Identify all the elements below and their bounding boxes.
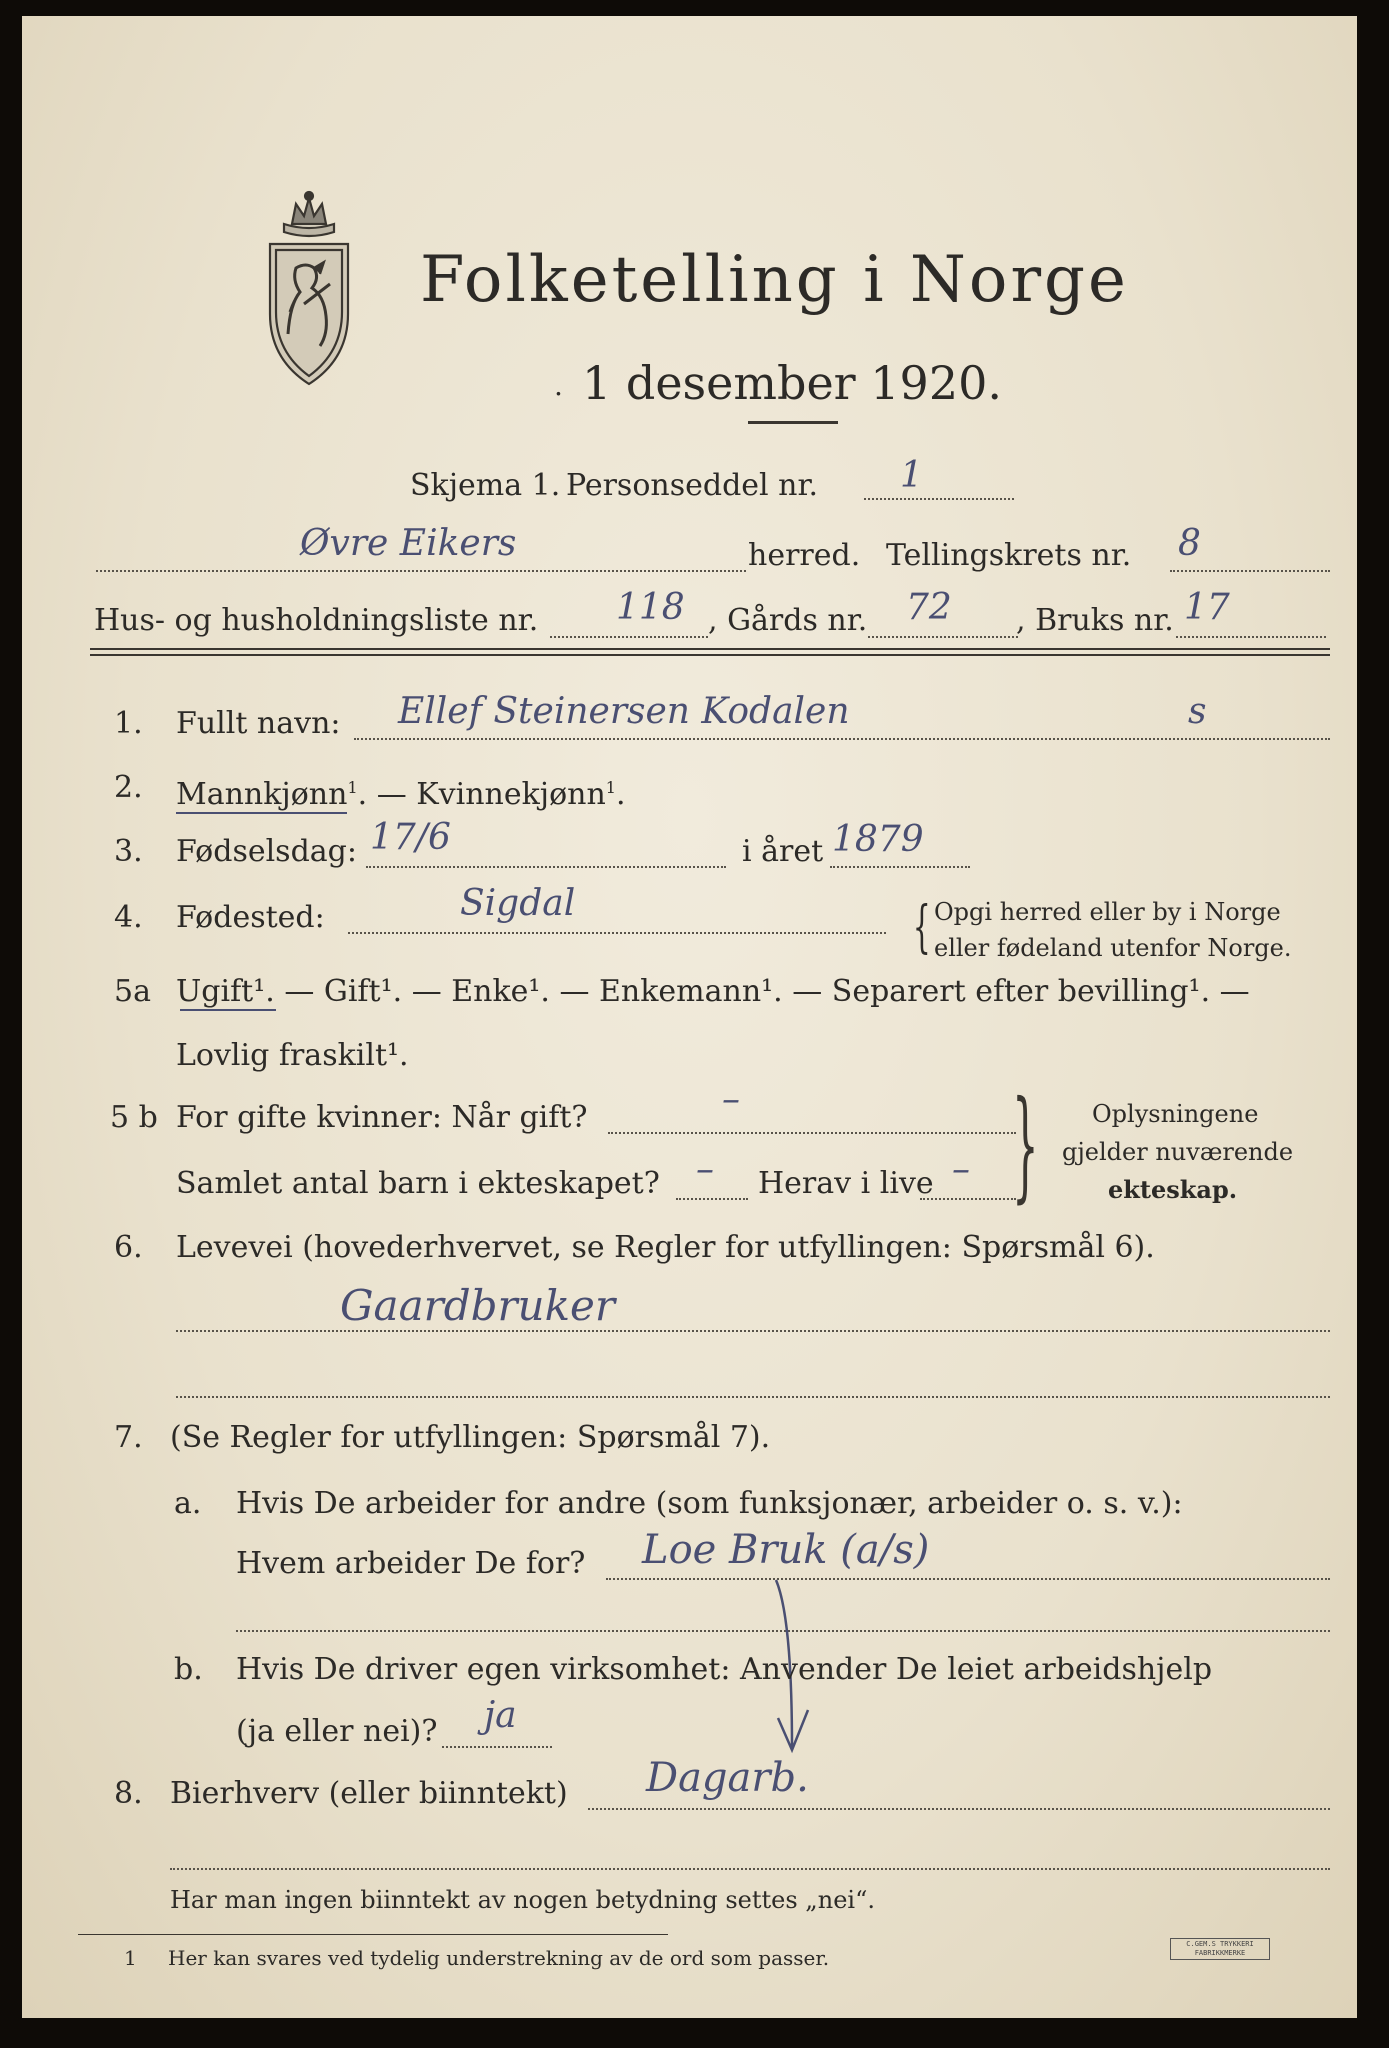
bruks-line [1176,636,1326,638]
q5b-value-2[interactable]: – [696,1149,714,1190]
q2-sup-2: 1 [605,778,616,797]
q4-line [348,932,886,934]
q5a-underline [180,1009,276,1011]
header-divider-1 [90,648,1330,650]
q7a-line2: Hvem arbeider De for? [236,1546,586,1581]
q1-label: Fullt navn: [176,706,341,741]
q2-female-option[interactable]: Kvinnekjønn [416,777,606,812]
personseddel-value[interactable]: 1 [900,455,923,496]
q4-label: Fødested: [176,900,325,935]
q5b-line-1 [608,1132,1016,1134]
q5b-label-2: Samlet antal barn i ekteskapet? [176,1166,660,1201]
herred-line [96,570,746,572]
q5b-note-line1: Oplysningene [1092,1100,1259,1128]
stamp-line2: FABRIKKMERKE [1194,1949,1246,1957]
q2-dash: . — [357,777,417,812]
form-title: Folketelling i Norge [420,243,1129,317]
q8-number: 8. [114,1776,143,1811]
q8-value[interactable]: Dagarb. [646,1755,809,1801]
gards-value[interactable]: 72 [906,587,952,628]
norwegian-lion-crest-icon [254,184,364,394]
header-divider-2 [90,654,1330,656]
q7-number: 7. [114,1420,143,1455]
form-date: 1 desember 1920. [582,356,1002,410]
q7a-line1: Hvis De arbeider for andre (som funksjonær, arbeider o. s. v.): [236,1486,1183,1521]
bruks-value[interactable]: 17 [1184,587,1230,628]
q6-value[interactable]: Gaardbruker [340,1281,615,1330]
bruks-label: , Bruks nr. [1016,603,1174,638]
q1-mark: s [1188,691,1207,732]
q3-day-line [366,866,726,868]
q7a-line [606,1578,1330,1580]
q8-label: Bierhverv (eller biinntekt) [170,1776,568,1811]
q4-note-line2: eller fødeland utenfor Norge. [934,934,1292,962]
q2-end: . [615,777,626,812]
household-list-line [550,636,708,638]
q5a-options-line2[interactable]: Lovlig fraskilt¹. [176,1038,409,1073]
gards-line [868,636,1018,638]
schema-label: Skjema 1. [410,468,561,503]
personseddel-line [864,498,1014,500]
herred-value[interactable]: Øvre Eikers [300,523,517,564]
q5b-label-1: For gifte kvinner: Når gift? [176,1100,588,1135]
q7b-line2: (ja eller nei)? [236,1714,438,1749]
q4-number: 4. [114,900,143,935]
q5b-brace: } [1012,1076,1039,1215]
q5b-line-2 [676,1198,748,1200]
q5a-options[interactable]: Ugift¹. — Gift¹. — Enke¹. — Enkemann¹. — Separert efter bevilling¹. — [176,974,1250,1009]
q3-year-line [830,866,970,868]
q5b-line-3 [920,1198,1016,1200]
q7-label: (Se Regler for utfyllingen: Spørsmål 7). [170,1420,771,1455]
q5b-note-line2: gjelder nuværende [1062,1138,1294,1166]
q3-year-label: i året [742,834,824,869]
footnote-number: 1 [124,1946,137,1970]
q5a-number: 5a [114,974,151,1009]
q5b-value-3[interactable]: – [952,1149,970,1190]
q6-number: 6. [114,1230,143,1265]
q5b-number: 5 b [110,1100,158,1135]
q1-value[interactable]: Ellef Steinersen Kodalen [398,691,850,732]
personseddel-label: Personseddel nr. [566,468,819,503]
printer-stamp [1170,1938,1270,1960]
q5b-note-line3: ekteskap. [1108,1175,1238,1204]
q3-day-value[interactable]: 17/6 [370,817,451,858]
q5b-label-3: Herav i live [758,1166,934,1201]
q4-value[interactable]: Sigdal [460,883,576,924]
census-form [22,16,1357,2018]
q2-male-option[interactable]: Mannkjønn [176,777,348,812]
herred-label: herred. [748,538,861,573]
q5b-value-1[interactable]: – [722,1079,740,1120]
q7b-line1: Hvis De driver egen virksomhet: Anvender De leiet arbeidshjelp [236,1652,1213,1687]
krets-label: Tellingskrets nr. [886,538,1132,573]
footer-note: Har man ingen biinntekt av nogen betydning settes „nei“. [170,1886,875,1914]
q3-year-value[interactable]: 1879 [832,819,924,860]
q7b-letter: b. [174,1652,203,1687]
q1-line [354,738,1330,740]
q4-brace: { [912,895,931,960]
title-divider [748,421,838,424]
q6-line-1 [176,1330,1330,1332]
q6-line-2 [176,1396,1330,1398]
q7a-letter: a. [174,1486,202,1521]
stamp-line1: C.GEM.S TRYKKERI [1186,1940,1254,1948]
q2-number: 2. [114,770,143,805]
household-list-value[interactable]: 118 [616,587,685,628]
footer-divider [78,1934,668,1935]
q4-note-line1: Opgi herred eller by i Norge [934,898,1281,926]
q6-label: Levevei (hovederhvervet, se Regler for utfyllingen: Spørsmål 6). [176,1230,1155,1265]
q2-sup-1: 1 [347,778,358,797]
q1-number: 1. [114,706,143,741]
q7a-value[interactable]: Loe Bruk (a/s) [642,1527,930,1573]
q3-label: Fødselsdag: [176,834,357,869]
q7b-line [442,1746,552,1748]
household-list-label: Hus- og husholdningsliste nr. [94,603,539,638]
q2-options [176,770,626,813]
q3-number: 3. [114,834,143,869]
dot-mark: . [554,369,563,402]
q8-line-1 [588,1808,1330,1810]
gards-label: , Gårds nr. [708,603,868,638]
q7b-value[interactable]: ja [484,1695,517,1736]
krets-line [1170,570,1330,572]
footnote-text: Her kan svares ved tydelig understrekning av de ord som passer. [168,1946,830,1970]
q8-line-2 [170,1868,1330,1870]
krets-value[interactable]: 8 [1178,523,1201,564]
